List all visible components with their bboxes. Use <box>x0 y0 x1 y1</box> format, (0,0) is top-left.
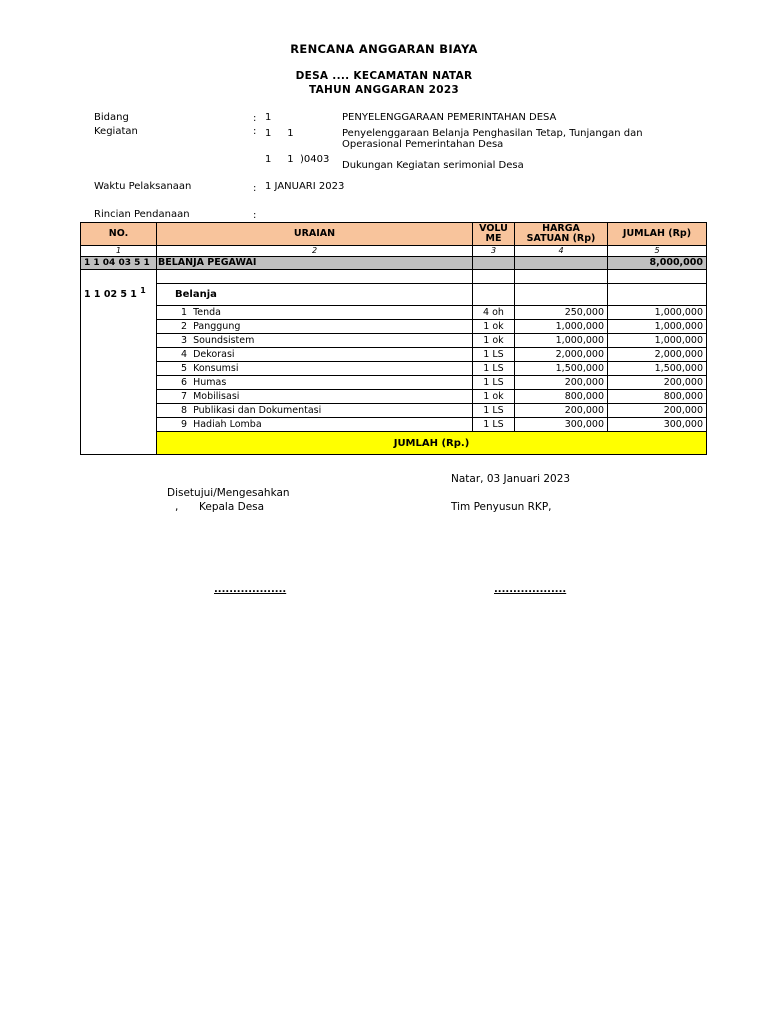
item-harga: 2,000,000 <box>515 348 608 362</box>
col-number: 3 <box>473 246 515 257</box>
item-jumlah: 2,000,000 <box>608 348 707 362</box>
group-label: BELANJA PEGAWAI <box>157 257 473 270</box>
kegiatan-name-line1: Penyelenggaraan Belanja Penghasilan Tetap, Tunjangan dan <box>342 128 643 139</box>
signature-line-left: ................... <box>214 584 287 595</box>
kegiatan-name-line2: Operasional Pemerintahan Desa <box>342 139 504 150</box>
header-uraian: URAIAN <box>157 223 473 246</box>
document-title: RENCANA ANGGARAN BIAYA <box>290 42 478 56</box>
fiscal-year-line: TAHUN ANGGARAN 2023 <box>308 84 460 96</box>
bidang-colon: : <box>253 113 257 124</box>
item-volume: 4 oh <box>473 306 515 320</box>
item-uraian <box>157 404 473 418</box>
item-uraian <box>157 376 473 390</box>
total-label: JUMLAH (Rp.) <box>157 432 707 455</box>
item-uraian <box>157 348 473 362</box>
header-harga-line1: HARGA <box>542 223 580 234</box>
table-row <box>81 306 707 320</box>
spacer-cell <box>157 270 473 284</box>
item-jumlah: 1,500,000 <box>608 362 707 376</box>
kepala-desa-label: Kepala Desa <box>199 501 265 513</box>
group-volume-cell <box>473 257 515 270</box>
table-row <box>81 320 707 334</box>
total-row <box>81 432 707 455</box>
item-no: 8 <box>181 405 188 416</box>
village-line: DESA .... KECAMATAN NATAR <box>295 70 473 82</box>
item-no: 2 <box>181 321 188 332</box>
item-uraian <box>157 320 473 334</box>
item-volume: 1 ok <box>473 320 515 334</box>
bidang-label: Bidang <box>94 112 129 123</box>
item-harga: 200,000 <box>515 376 608 390</box>
item-name: Konsumsi <box>193 363 239 374</box>
table-header-row <box>81 223 707 246</box>
table-row <box>81 334 707 348</box>
item-jumlah: 1,000,000 <box>608 334 707 348</box>
item-no: 6 <box>181 377 188 388</box>
item-volume: 1 LS <box>473 376 515 390</box>
rincian-label: Rincian Pendanaan <box>94 209 190 220</box>
item-no: 1 <box>181 307 188 318</box>
sub-code-suffix: 1 <box>140 286 146 295</box>
item-name: Publikasi dan Dokumentasi <box>193 405 322 416</box>
group-harga-cell <box>515 257 608 270</box>
spacer-cell <box>473 270 515 284</box>
item-uraian <box>157 418 473 432</box>
table-row <box>81 404 707 418</box>
place-date: Natar, 03 Januari 2023 <box>451 473 571 485</box>
item-no: 4 <box>181 349 188 360</box>
item-volume: 1 LS <box>473 404 515 418</box>
budget-table <box>80 222 707 455</box>
item-no: 9 <box>181 419 188 430</box>
table-row <box>81 362 707 376</box>
waktu-label: Waktu Pelaksanaan <box>94 181 192 192</box>
waktu-colon: : <box>253 183 257 194</box>
item-name: Tenda <box>193 307 221 318</box>
col-number: 2 <box>157 246 473 257</box>
rincian-colon: : <box>253 210 257 221</box>
item-volume: 1 LS <box>473 362 515 376</box>
item-volume: 1 LS <box>473 418 515 432</box>
group-code: 1 1 04 03 5 1 <box>81 257 157 270</box>
item-jumlah: 1,000,000 <box>608 320 707 334</box>
sub-code-cell <box>81 270 157 455</box>
item-harga: 1,500,000 <box>515 362 608 376</box>
spacer-cell <box>608 270 707 284</box>
item-harga: 250,000 <box>515 306 608 320</box>
header-no: NO. <box>81 223 157 246</box>
item-no: 3 <box>181 335 188 346</box>
group-total: 8,000,000 <box>608 257 707 270</box>
group-row <box>81 257 707 270</box>
col-number: 5 <box>608 246 707 257</box>
col-number: 4 <box>515 246 608 257</box>
kegiatan-label: Kegiatan <box>94 126 138 137</box>
item-uraian <box>157 390 473 404</box>
sub-code: 1 1 02 5 1 <box>84 289 137 301</box>
item-name: Hadiah Lomba <box>193 419 262 430</box>
sub-label: Belanja <box>157 284 473 306</box>
item-no: 5 <box>181 363 188 374</box>
sub-harga-cell <box>515 284 608 306</box>
header-jumlah: JUMLAH (Rp) <box>608 223 707 246</box>
waktu-value: 1 JANUARI 2023 <box>265 181 345 192</box>
comma-mark: , <box>175 501 179 513</box>
item-jumlah: 200,000 <box>608 376 707 390</box>
item-harga: 1,000,000 <box>515 334 608 348</box>
header-volume <box>473 223 515 246</box>
item-harga: 800,000 <box>515 390 608 404</box>
col-number: 1 <box>81 246 157 257</box>
header-volume-line1: VOLU <box>479 223 508 234</box>
item-name: Soundsistem <box>193 335 255 346</box>
item-harga: 200,000 <box>515 404 608 418</box>
sub-kegiatan-name: Dukungan Kegiatan serimonial Desa <box>342 160 524 171</box>
header-volume-line2: ME <box>485 233 502 244</box>
item-uraian <box>157 334 473 348</box>
sub-jumlah-cell <box>608 284 707 306</box>
column-number-row <box>81 246 707 257</box>
sub-kegiatan-code: 1 1 )0403 <box>265 154 330 165</box>
table-row <box>81 418 707 432</box>
kegiatan-colon: : <box>253 126 257 137</box>
spacer-row <box>81 270 707 284</box>
bidang-code: 1 <box>265 112 272 123</box>
sub-row <box>81 284 707 306</box>
item-harga: 300,000 <box>515 418 608 432</box>
item-no: 7 <box>181 391 188 402</box>
item-uraian <box>157 306 473 320</box>
signature-line-right: ................... <box>494 584 567 595</box>
header-harga <box>515 223 608 246</box>
tim-penyusun-label: Tim Penyusun RKP, <box>451 501 552 513</box>
table-row <box>81 348 707 362</box>
approval-label: Disetujui/Mengesahkan <box>167 487 290 499</box>
item-harga: 1,000,000 <box>515 320 608 334</box>
item-jumlah: 300,000 <box>608 418 707 432</box>
item-volume: 1 ok <box>473 334 515 348</box>
item-name: Mobilisasi <box>193 391 240 402</box>
table-row <box>81 390 707 404</box>
item-name: Humas <box>193 377 227 388</box>
table-row <box>81 376 707 390</box>
item-name: Panggung <box>193 321 241 332</box>
kegiatan-code: 1 1 <box>265 128 294 139</box>
item-jumlah: 800,000 <box>608 390 707 404</box>
bidang-name: PENYELENGGARAAN PEMERINTAHAN DESA <box>342 112 557 123</box>
item-jumlah: 200,000 <box>608 404 707 418</box>
item-volume: 1 LS <box>473 348 515 362</box>
item-uraian <box>157 362 473 376</box>
item-name: Dekorasi <box>193 349 235 360</box>
item-jumlah: 1,000,000 <box>608 306 707 320</box>
item-volume: 1 ok <box>473 390 515 404</box>
sub-volume-cell <box>473 284 515 306</box>
spacer-cell <box>515 270 608 284</box>
header-harga-line2: SATUAN (Rp) <box>526 233 596 244</box>
